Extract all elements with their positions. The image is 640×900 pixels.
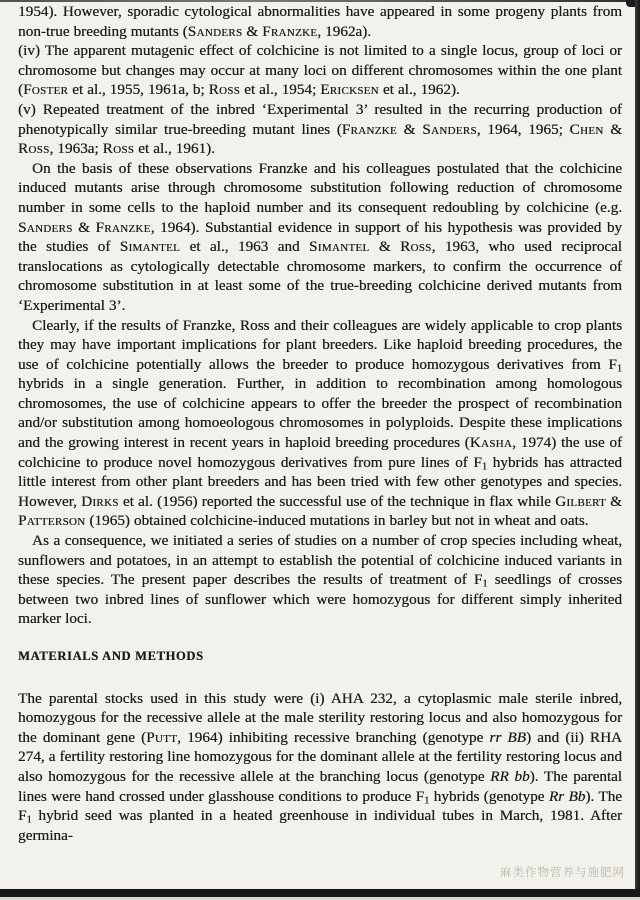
scan-edge-bottom: [0, 889, 640, 897]
subscript: 1: [26, 814, 32, 826]
smallcaps-citation-name: Sanders: [422, 120, 477, 138]
section-heading: MATERIALS AND METHODS: [18, 649, 204, 663]
subscript: 1: [424, 795, 430, 807]
italic-genotype: RR bb: [490, 767, 530, 785]
subscript: 1: [482, 578, 488, 590]
smallcaps-citation-name: Franzke: [341, 120, 397, 138]
italic-genotype: rr BB: [489, 728, 526, 746]
paragraph: (v) Repeated treatment of the inbred ‘Experimental 3’ resulted in the recurring production of phenotypically similar true-breeding mutant lines (Franzke & Sanders, 1964, 1965; Chen & Ross, 1963a; Ross et al., 1961).: [18, 100, 623, 158]
smallcaps-citation-name: Ross: [400, 238, 432, 256]
subscript: 1: [481, 461, 487, 473]
smallcaps-citation-name: Putt: [146, 728, 178, 746]
paragraph: 1954). However, sporadic cytological abnormalities have appeared in some progeny plants from non-true breeding mutants (Sanders & Franzke, 1962a).: [18, 3, 622, 40]
paragraph: On the basis of these observations Franzke and his colleagues postulated that the colchicine induced mutants arise through chromosome substitution following reduction of chromosome number in some cells to the haploid number and its consequent redoubling by colchicine (e.g. Sanders & Franzke, 1964). Substantial evidence in support of his hypothesis was provided by the studies of Simantel et al., 1963 and Simantel & Ross, 1963, who used reciprocal translocations as cytologically detectable chromosome markers, to confirm the occurrence of chromosome substitution in at least some of the true-breeding colchicine derived mutants from ‘Experimental 3’.: [18, 159, 623, 314]
watermark: 麻类作物营养与施肥网: [500, 865, 625, 879]
document-body: [18, 2, 622, 845]
smallcaps-citation-name: Ross: [102, 140, 135, 158]
smallcaps-citation-name: Franzke: [262, 22, 318, 40]
smallcaps-citation-name: Patterson: [18, 512, 86, 530]
italic-genotype: Rr Bb: [548, 787, 586, 805]
paragraph: As a consequence, we initiated a series of studies on a number of crop species including wheat, sunflowers and potatoes, in an attempt to establish the potential of colchicine induced variants in these species. The present paper describes the results of treatment of $F_1$ seedlings of crosses between two inbred lines of sunflower which were homozygous for different simply inherited marker loci.: [18, 532, 622, 628]
smallcaps-citation-name: Franzke: [95, 218, 151, 236]
paragraph: (iv) The apparent mutagenic effect of colchicine is not limited to a single locus, group of loci or chromosome but changes may occur at many loci on different chromosomes within the one plant (Foster et al., 1955, 1961a, b; Ross et al., 1954; Ericksen et al., 1962).: [18, 42, 622, 99]
smallcaps-citation-name: Gilbert: [555, 492, 606, 510]
paragraph: The parental stocks used in this study were (i) AHA 232, a cytoplasmic male sterile inbred, homozygous for the recessive allele at the male sterility restoring locus and also homozygous for the dominant gene (Putt, 1964) inhibiting recessive branching (genotype rr BB) and (ii) RHA 274, a fertility restoring line homozygous for the dominant allele at the fertility restoring locus and also homozygous for the recessive allele at the branching locus (genotype RR bb). The parental lines were hand crossed under glasshouse conditions to produce $F_1$ hybrids (genotype Rr Bb). The $F_1$ hybrid seed was planted in a heated greenhouse in individual tubes in March, 1981. After germina-: [18, 689, 623, 844]
smallcaps-citation-name: Dirks: [81, 492, 119, 510]
smallcaps-citation-name: Ross: [208, 81, 241, 99]
smallcaps-citation-name: Simantel: [119, 238, 181, 256]
smallcaps-citation-name: Kasha: [469, 434, 513, 452]
smallcaps-citation-name: Foster: [23, 81, 69, 99]
smallcaps-citation-name: Simantel: [309, 238, 370, 256]
smallcaps-citation-name: Sanders: [187, 22, 243, 40]
smallcaps-citation-name: Ericksen: [320, 81, 379, 99]
scan-edge-top: [0, 0, 640, 2]
paragraph: Clearly, if the results of Franzke, Ross and their colleagues are widely applicable to crop plants they may have important implications for plant breeders. Like haploid breeding procedures, the use of colchicine potentially allows the breeder to produce homozygous derivatives from $F_1$ hybrids in a single generation. Further, in addition to recombination among homologous chromosomes, the use of colchicine appears to offer the breeder the prospect of recombination and/or substitution among homoeologous chromosomes in polyploids. Despite these implications and the growing interest in recent years in haploid breeding procedures (Kasha, 1974) the use of colchicine to produce novel homozygous derivatives from pure lines of $F_1$ hybrids has attracted little interest from other plant breeders and has been tried with few other genotypes and species. However, Dirks et al. (1956) reported the successful use of the technique in flax while Gilbert & Patterson (1965) obtained colchicine-induced mutations in barley but not in wheat and oats.: [18, 316, 623, 530]
smallcaps-citation-name: Chen: [569, 120, 604, 138]
smallcaps-citation-name: Sanders: [18, 218, 73, 236]
scan-edge-right: [635, 0, 640, 900]
subscript: 1: [616, 363, 622, 375]
smallcaps-citation-name: Ross: [18, 140, 50, 158]
